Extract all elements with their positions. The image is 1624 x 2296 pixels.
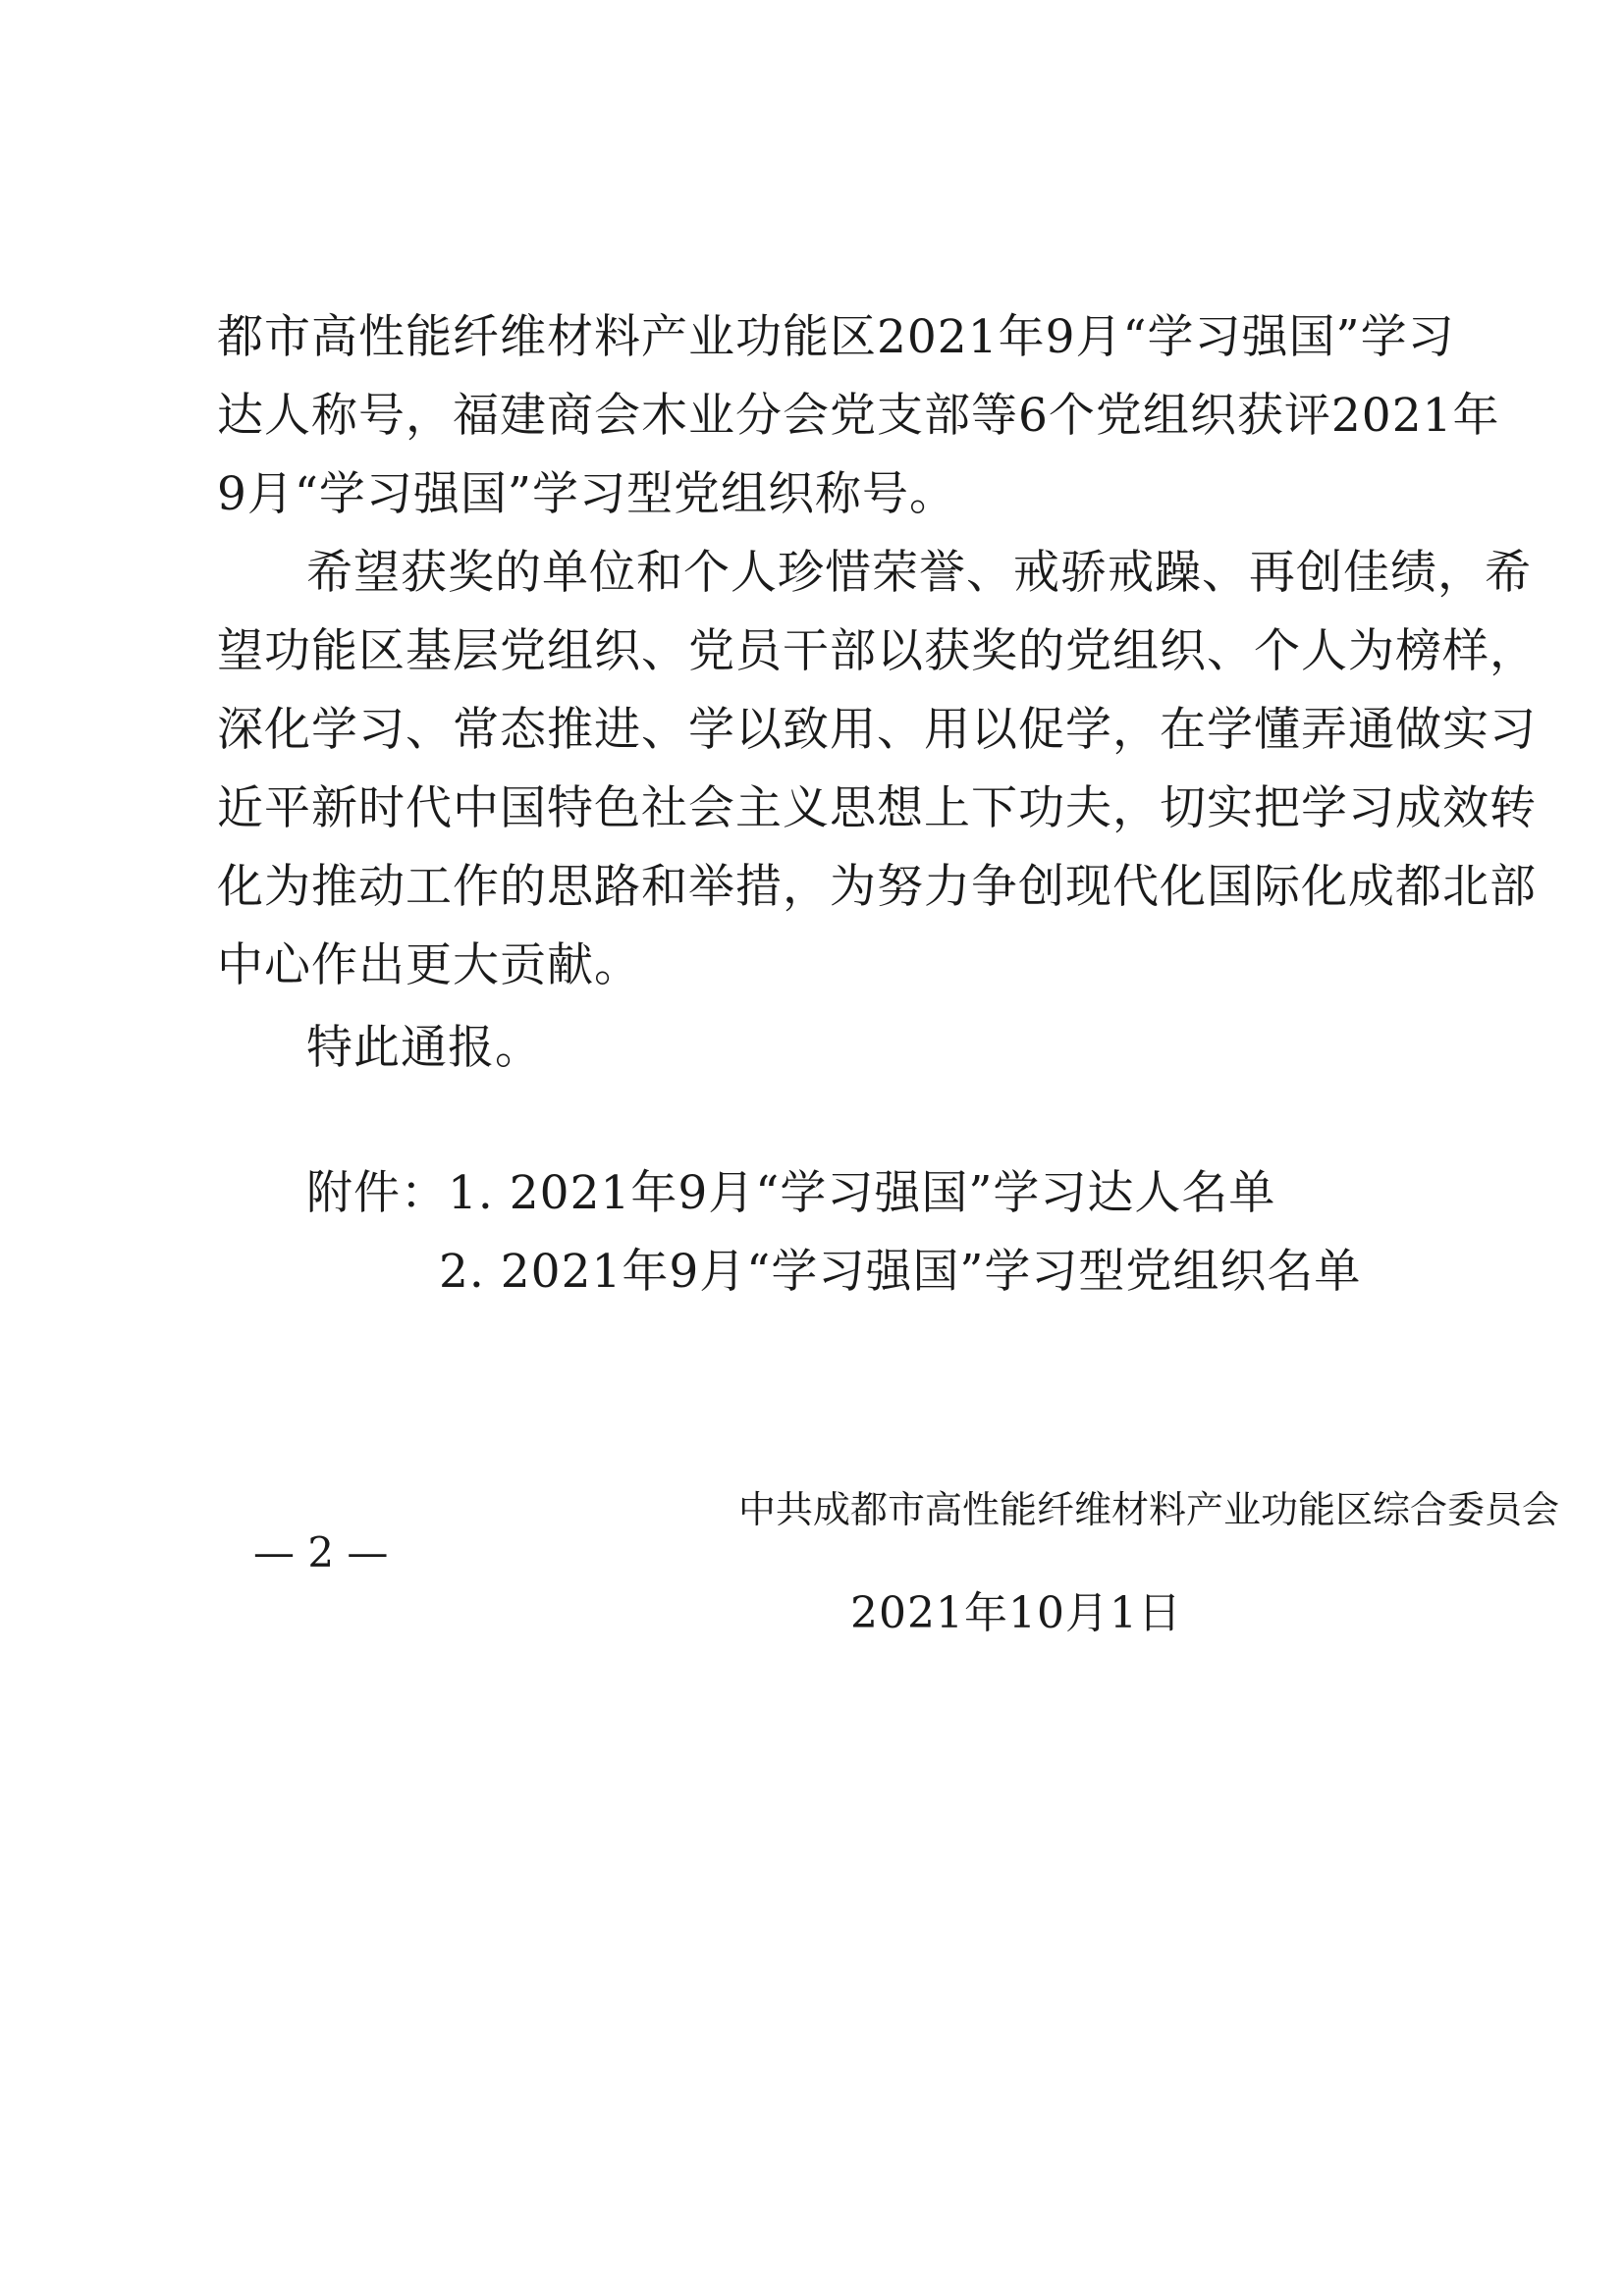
closing-line: 特此通报。 [306,1021,542,1075]
body-line-7: 近平新时代中国特色社会主义思想上下功夫，切实把学习成效转 [217,781,1537,835]
attachment-item-1: 附件：1. 2021年9月“学习强国”学习达人名单 [306,1166,1276,1220]
body-line-9: 中心作出更大贡献。 [217,938,641,992]
body-line-1: 都市高性能纤维材料产业功能区2021年9月“学习强国”学习 [217,310,1455,364]
body-line-5: 望功能区基层党组织、党员干部以获奖的党组织、个人为榜样， [217,624,1537,678]
attachment-item-2: 2. 2021年9月“学习强国”学习型党组织名单 [439,1245,1362,1299]
body-line-8: 化为推动工作的思路和举措，为努力争创现代化国际化成都北部 [217,860,1537,914]
body-line-3: 9月“学习强国”学习型党组织称号。 [217,467,956,521]
body-line-2: 达人称号，福建商会木业分会党支部等6个党组织获评2021年 [217,389,1500,443]
signature-org: 中共成都市高性能纤维材料产业功能区综合委员会 [738,1488,1560,1531]
signature-date: 2021年10月1日 [850,1588,1182,1638]
body-line-6: 深化学习、常态推进、学以致用、用以促学，在学懂弄通做实习 [217,703,1537,757]
page-number: — 2 — [253,1528,389,1576]
body-line-4: 希望获奖的单位和个人珍惜荣誉、戒骄戒躁、再创佳绩，希 [306,546,1532,600]
